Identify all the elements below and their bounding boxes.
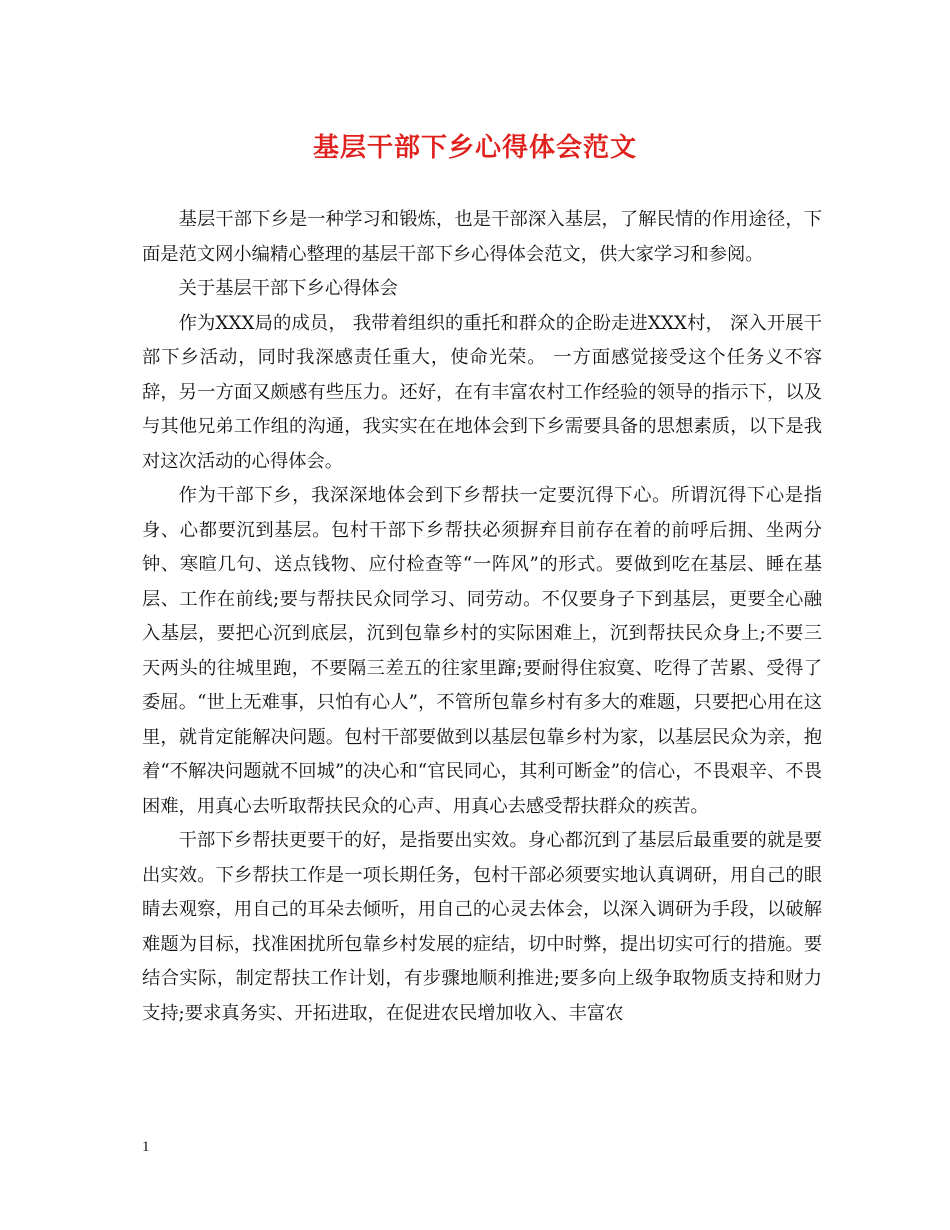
body-paragraph-3: 干部下乡帮扶更要干的好，是指要出实效。身心都沉到了基层后最重要的就是要出实效。下乡帮扶工作是一项长期任务，包村干部必须要实地认真调研，用自己的眼睛去观察，用自己的耳朵去倾听，用自己的心灵去体会，以深入调研为手段，以破解难题为目标，找准困扰所包靠乡村发展的症结，切中时弊，提出切实可行的措施。要结合实际，制定帮扶工作计划，有步骤地顺利推进;要多向上级争取物质支持和财力支持;要求真务实、开拓进取，在促进农民增加收入、丰富农	[142, 830, 822, 1024]
section-heading: 关于基层干部下乡心得体会	[178, 278, 398, 299]
document-body	[142, 203, 822, 1031]
intro-paragraph: 基层干部下乡是一种学习和锻炼，也是干部深入基层，了解民情的作用途径，下面是范文网小编精心整理的基层干部下乡心得体会范文，供大家学习和参阅。	[142, 209, 822, 265]
document-title: 基层干部下乡心得体会范文	[312, 133, 637, 163]
body-paragraph-1: 作为XXX局的成员， 我带着组织的重托和群众的企盼走进XXX村， 深入开展干部下乡活动，同时我深感责任重大，使命光荣。 一方面感觉接受这个任务义不容辞，另一方面又颇感有些压力。还好，在有丰富农村工作经验的领导的指示下，以及与其他兄弟工作组的沟通，我实实在在地体会到下乡需要具备的思想素质，以下是我对这次活动的心得体会。	[142, 312, 822, 472]
page-number: 1	[142, 1139, 150, 1155]
body-paragraph-2: 作为干部下乡，我深深地体会到下乡帮扶一定要沉得下心。所谓沉得下心是指身、心都要沉到基层。包村干部下乡帮扶必须摒弃目前存在着的前呼后拥、坐两分钟、寒暄几句、送点钱物、应付检查等“一阵风”的形式。要做到吃在基层、睡在基层、工作在前线;要与帮扶民众同学习、同劳动。不仅要身子下到基层，更要全心融入基层，要把心沉到底层，沉到包靠乡村的实际困难上，沉到帮扶民众身上;不要三天两头的往城里跑，不要隔三差五的往家里蹿;要耐得住寂寞、吃得了苦累、受得了委屈。“世上无难事，只怕有心人”，不管所包靠乡村有多大的难题，只要把心用在这里，就肯定能解决问题。包村干部要做到以基层包靠乡村为家，以基层民众为亲，抱着“不解决问题就不回城”的决心和“官民同心，其利可断金”的信心，不畏艰辛、不畏困难，用真心去听取帮扶民众的心声、用真心去感受帮扶群众的疾苦。	[142, 485, 822, 817]
